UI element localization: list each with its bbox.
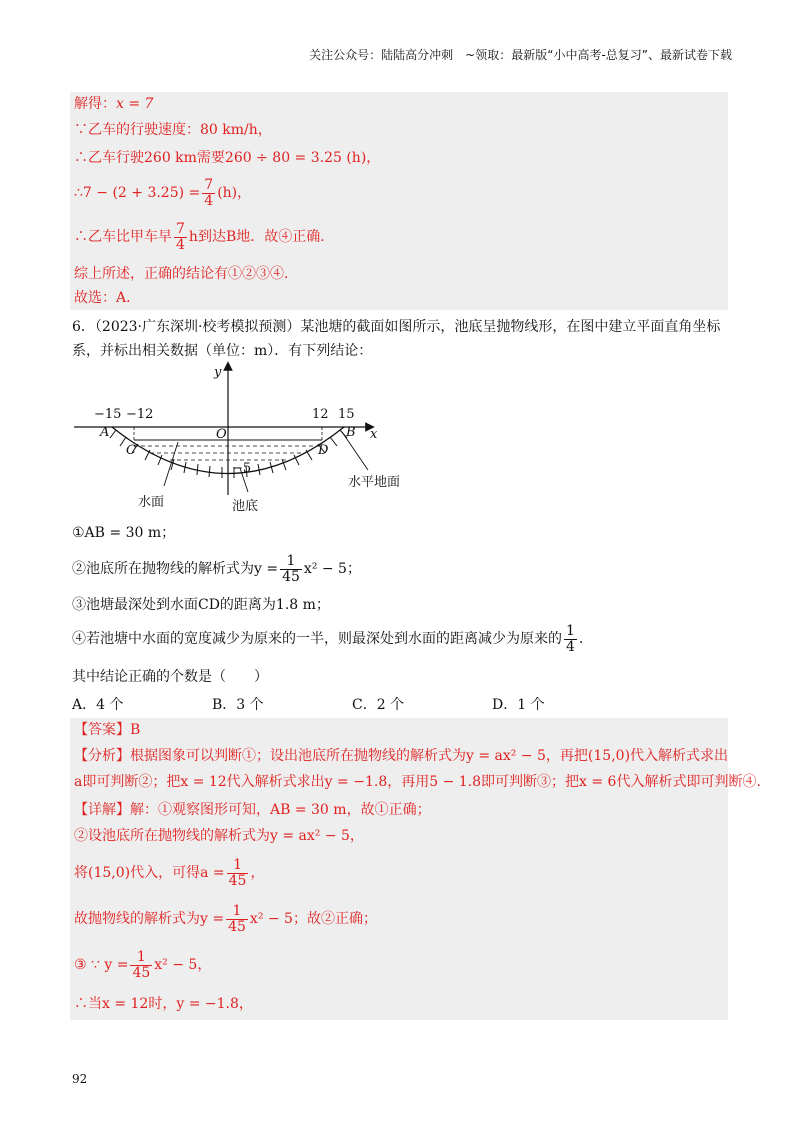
label-water: 水面 (138, 495, 165, 510)
text: ②池底所在抛物线的解析式为y = (72, 561, 279, 577)
answer-block (70, 718, 761, 1020)
denominator: 4 (204, 192, 214, 209)
answer-line: 【答案】B (74, 722, 141, 738)
numerator: 7 (176, 220, 185, 237)
math: x = 7 (116, 96, 154, 112)
y-axis-label: y (214, 365, 222, 380)
numerator: 1 (130, 950, 152, 966)
question-line-1: 6．（2023·广东深圳·校考模拟预测）某池塘的截面如图所示，池底呈抛物线形，在图中建立平面直角坐标 (72, 319, 721, 335)
text: ∴7 − (2 + 3.25) = (74, 185, 201, 201)
statement-4 (72, 622, 583, 656)
question-prompt: 其中结论正确的个数是（ ） (72, 669, 268, 685)
fraction (202, 178, 215, 209)
text: . (578, 631, 584, 647)
solve-line-4 (74, 176, 251, 210)
x-axis-label: x (370, 427, 378, 442)
text: x² − 5； (303, 561, 361, 577)
numerator: 7 (204, 176, 214, 193)
label-ground: 水平地面 (348, 475, 401, 490)
denominator: 4 (176, 236, 185, 253)
point-d: D (318, 443, 329, 458)
tick-12: 12 (312, 407, 329, 422)
text: 将(15,0)代入，可得a = (74, 865, 225, 881)
text: ④若池塘中水面的宽度减少为原来的一半，则最深处到水面的距离减少为原来的 (72, 631, 562, 647)
numerator: 1 (566, 622, 575, 639)
denominator: 45 (282, 568, 300, 585)
page-header: 关注公众号：陆陆高分冲刺 ~领取：最新版“小中高考-总复习”、最新试卷下载 (309, 48, 732, 62)
solve-line-7: 故选：A． (74, 290, 141, 306)
solve-line-3: ∴乙车行驶260 km需要260 ÷ 80 = 3.25 (h)， (74, 150, 381, 166)
fraction (226, 904, 248, 935)
solve-line-6: 综上所述，正确的结论有①②③④． (74, 266, 298, 282)
option-c: C．2 个 (352, 697, 405, 713)
analysis-line-1: 【分析】根据图象可以判断①；设出池底所在抛物线的解析式为y = ax² − 5，再把(15,0)代入解析式求出 (74, 748, 729, 764)
option-b: B．3 个 (212, 697, 264, 713)
solve-line-2: ∵乙车的行驶速度：80 km/h， (74, 122, 272, 138)
denominator: 45 (132, 964, 151, 981)
solve-line-1 (74, 94, 153, 114)
point-b: B (346, 425, 356, 440)
fraction (227, 858, 249, 889)
analysis-line-2: a即可判断②；把x = 12代入解析式求出y = −1.8，再用5 − 1.8即可判断③；把x = 6代入解析式即可判断④. (74, 774, 761, 790)
text: ∴乙车比甲车早 (74, 229, 172, 245)
text: x² − 5， (154, 957, 212, 973)
numerator: 1 (227, 858, 249, 874)
detail-line-2: ②设池底所在抛物线的解析式为y = ax² − 5， (74, 828, 364, 844)
fraction (130, 950, 152, 981)
text: x² − 5；故②正确； (249, 911, 377, 927)
denominator: 45 (228, 872, 247, 889)
numerator: 1 (226, 904, 248, 920)
tick-m15: −15 (94, 407, 122, 422)
solve-line-5 (74, 220, 334, 254)
text: 解得： (74, 96, 116, 112)
option-d: D．1 个 (492, 697, 545, 713)
fraction (564, 624, 577, 655)
detail-line-4 (74, 902, 377, 936)
tick-m5: −5 (232, 461, 252, 476)
point-c: C (126, 443, 136, 458)
question-line-2: 系，并标出相关数据（单位：m）．有下列结论： (72, 343, 373, 359)
fraction (280, 554, 302, 585)
text: ， (250, 865, 265, 881)
detail-line-6: ∴当x = 12时，y = −1.8， (74, 996, 253, 1012)
text: (h)， (217, 185, 252, 201)
solution-block-top (70, 92, 728, 310)
pond-diagram (72, 360, 432, 520)
denominator: 4 (566, 638, 575, 655)
point-a: A (100, 425, 110, 440)
detail-line-1: 【详解】解：①观察图形可知，AB = 30 m，故①正确； (74, 802, 431, 818)
tick-m12: −12 (126, 407, 154, 422)
denominator: 45 (228, 918, 246, 935)
numerator: 1 (280, 554, 302, 570)
label-bottom: 池底 (232, 499, 259, 514)
detail-line-3 (74, 856, 264, 890)
page-number: 92 (72, 1072, 88, 1086)
text: h到达B地．故④正确． (188, 229, 335, 245)
statement-1: ①AB = 30 m； (72, 525, 176, 541)
option-a: A．4 个 (72, 697, 124, 713)
detail-line-5 (74, 948, 211, 982)
text: 故抛物线的解析式为y = (74, 911, 225, 927)
statement-3: ③池塘最深处到水面CD的距离为1.8 m； (72, 597, 330, 613)
text: ③ ∵ y = (74, 957, 129, 973)
origin-label: O (216, 427, 227, 442)
fraction (174, 222, 187, 253)
tick-15: 15 (338, 407, 355, 422)
statement-2 (72, 552, 361, 586)
